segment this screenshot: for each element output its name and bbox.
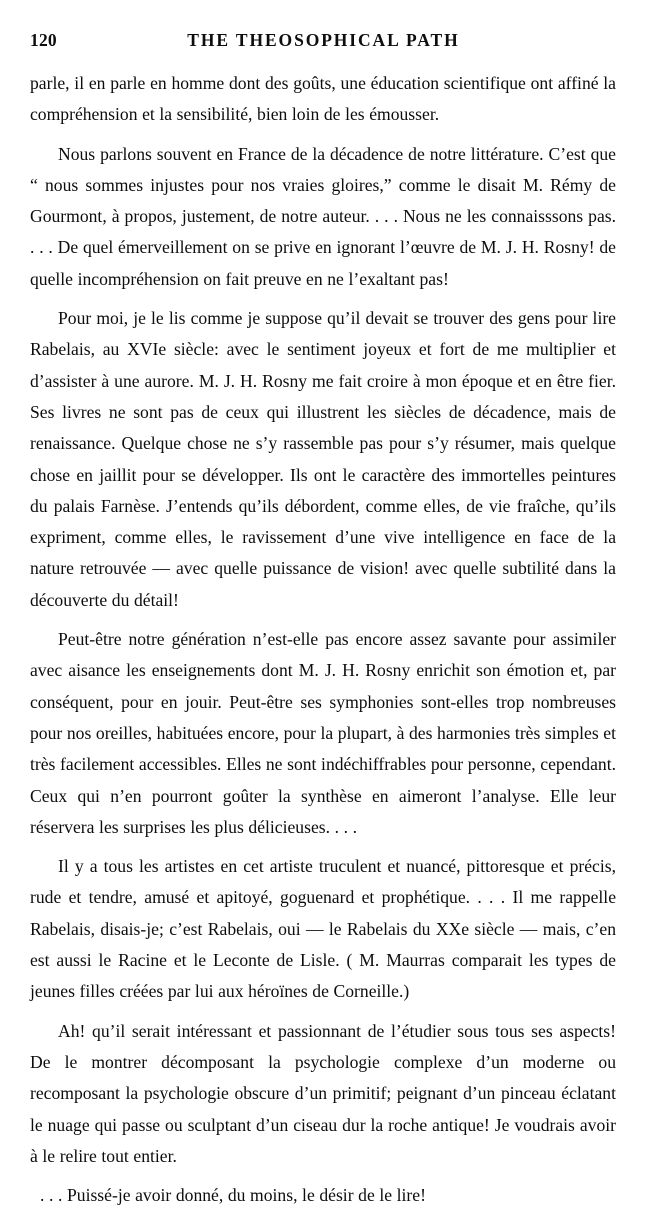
page-number: 120 (30, 30, 57, 50)
paragraph: Nous parlons souvent en France de la décadence de notre littérature. C’est que “ nous sommes injustes pour nos vraies gloires,” comme le disait M. Rémy de Gourmont, à propos, justement, de notre auteur. . . . Nous ne les connaisssons pas. . . . De quel émerveillement on se prive en ignorant l’œuvre de M. J. H. Rosny! de quelle incompréhension on fait preuve en ne l’exaltant pas! (30, 143, 616, 289)
running-head (30, 28, 615, 52)
paragraph: . . . Puissé-je avoir donné, du moins, le désir de le lire! (40, 1185, 426, 1206)
body-text-block (30, 68, 616, 1211)
running-title: THE THEOSOPHICAL PATH (187, 30, 460, 50)
paragraph: parle, il en parle en homme dont des goûts, une éducation scientifique ont affiné la compréhension et la sensibilité, bien loin de les émousser. (30, 73, 616, 125)
paragraph: Peut-être notre génération n’est-elle pas encore assez savante pour assimiler avec aisance les enseignements dont M. J. H. Rosny enrichit son émotion et, par conséquent, pour en jouir. Peut-être ses symphonies sont-elles trop nombreuses pour nos oreilles, habituées encore, pour la plupart, à des harmonies très simples et très facilement accessibles. Elles ne sont indéchiffrables pour personne, cependant. Ceux qui n’en pourront goûter la synthèse en aimeront l’analyse. Elle leur réservera les surprises les plus délicieuses. . . . (30, 629, 616, 837)
paragraph: Ah! qu’il serait intéressant et passionnant de l’étudier sous tous ses aspects! De le montrer décomposant la psychologie complexe d’un moderne ou recomposant la psychologie obscure d’un primitif; peignant d’un pinceau éclatant le nuage qui passe ou sculptant d’un ciseau dur la roche antique! Je voudrais avoir à le relire tout entier. (30, 1020, 616, 1166)
paragraph: Il y a tous les artistes en cet artiste truculent et nuancé, pittoresque et précis, rude et tendre, amusé et apitoyé, goguenard et prophétique. . . . Il me rappelle Rabelais, disais-je; c’est Rabelais, oui — le Rabelais du XXe siècle — mais, c’en est aussi le Racine et le Leconte de Lisle. ( M. Maurras comparait les types de jeunes filles créées par lui aux héroïnes de Corneille.) (30, 856, 616, 1002)
paragraph: Pour moi, je le lis comme je suppose qu’il devait se trouver des gens pour lire Rabelais, au XVIe siècle: avec le sentiment joyeux et fort de me multiplier et d’assister à une aurore. M. J. H. Rosny me fait croire à mon époque et en être fier. Ses livres ne sont pas de ceux qui illustrent les siècles de décadence, mais de renaissance. Quelque chose ne s’y rassemble pas pour s’y résumer, mais quelque chose en jaillit pour se développer. Ils ont le caractère des immortelles peintures du palais Farnèse. J’entends qu’ils débordent, comme elles, de vie fraîche, qu’ils expriment, comme elles, le ravissement d’une vive intelligence en face de la nature retrouvée — avec quelle puissance de vision! avec quelle subtilité dans la découverte du détail! (30, 308, 616, 610)
